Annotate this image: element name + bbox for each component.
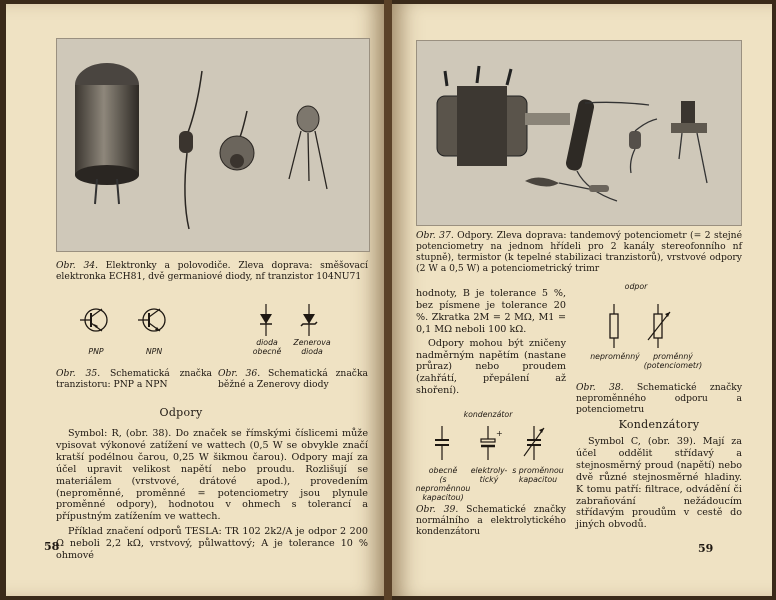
- figure-39-label: Obr. 39.: [416, 504, 459, 515]
- figure-38-label: Obr. 38.: [576, 382, 624, 393]
- left-page: [6, 4, 384, 596]
- tandem-potentiometer: [437, 66, 570, 166]
- svg-text:+: +: [496, 429, 503, 438]
- figure-34-text: Elektronky a polovodiče. Zleva doprava: směšovací elektronka ECH81, dvě germaniové diody, nf tranzistor 104NU71: [56, 260, 368, 282]
- potentiometer-symbol: [648, 304, 670, 348]
- electrolytic-label-line1: elektroly-: [470, 466, 508, 475]
- resistor-2w: [525, 177, 609, 192]
- resistor-symbols: [586, 294, 706, 354]
- book-gutter: [384, 0, 392, 600]
- figure-35-text: Schematická značka tranzistoru: PNP a NPN: [56, 368, 212, 390]
- figure-36-caption: [218, 368, 368, 390]
- section-heading-kondenzatory: Kondenzátory: [618, 418, 700, 431]
- diode-label-line1: dioda: [256, 338, 278, 347]
- photo-resistors-illustration: [417, 41, 741, 225]
- pnp-label: PNP: [88, 347, 104, 356]
- germanium-diode-2: [220, 111, 254, 170]
- right-page: [392, 4, 772, 596]
- pnp-transistor-symbol: [80, 309, 107, 331]
- left-paragraph-2: Příklad značení odporů TESLA: TR 102 2k2/A je odpor 2 200 Ω neboli 2,2 kΩ, vrstvový, půlwattový; A je tolerance 10 % ohmové: [56, 526, 368, 562]
- figure-38-caption: [576, 382, 742, 415]
- figure-36-text: Schematická značka běžné a Zenerovy diody: [218, 368, 368, 390]
- figure-37-caption: [416, 230, 742, 274]
- right-paragraph-2: Odpory mohou být zničeny nadměrným napětím (nastane průraz) nebo proudem (zahřátí, přepálení až shoření).: [416, 337, 566, 397]
- figure-37-label: Obr. 37.: [416, 230, 454, 241]
- right-body-text-upper: [416, 288, 566, 397]
- right-body-text-lower: [576, 436, 742, 531]
- photo-resistors: [416, 40, 742, 226]
- figure-38-text: Schematické značky neproměnného odporu a potenciometru: [576, 382, 743, 415]
- figure-36-label: Obr. 36.: [218, 368, 261, 379]
- variable-capacitor-label-line1: s proměnnou: [512, 466, 564, 475]
- variable-capacitor-symbol: [524, 426, 544, 460]
- left-paragraph-1: Symbol: R, (obr. 38). Do značek se římskými číslicemi může vpisovat výkonové zatížení ve wattech (0,5 W se obvykle značí kratší podélnou čarou, 0,25 W šikmou čarou). Odpory mají za účel upravit velikost napětí nebo proudu. Rozlišují se materiálem (vrstvové, drátové apod.), provedením (neproměnné, proměnné = potenciometry jsou plynule proměnné odpory), hodnotou v ohmech s tolerancí a přípustným zatížením ve wattech.: [56, 428, 368, 523]
- fixed-resistor-symbol: [610, 304, 618, 348]
- variable-capacitor-label: [508, 466, 568, 484]
- photo-tubes-and-semiconductors: [56, 38, 370, 252]
- figure-34-label: Obr. 34.: [56, 260, 99, 271]
- electrolytic-capacitor-symbol: [481, 426, 503, 460]
- section-heading-odpory: Odpory: [159, 406, 203, 419]
- zener-label-line1: Zenerova: [293, 338, 331, 347]
- germanium-diode-1: [179, 71, 202, 229]
- page-number-59: 59: [698, 542, 714, 555]
- zener-label-line2: dioda: [301, 347, 323, 356]
- figure-39-caption: [416, 504, 566, 537]
- potentiometer-label-line2: (potenciometr): [643, 361, 703, 370]
- fixed-resistor-label: neproměnný: [590, 352, 640, 361]
- capacitor-symbols: [416, 420, 566, 470]
- capacitor-label: [412, 466, 474, 502]
- transistor-104nu71: [289, 106, 327, 189]
- figure-34-caption: [56, 260, 368, 282]
- diode-symbol: [260, 304, 272, 336]
- page-number-58: 58: [44, 540, 60, 553]
- resistor-title-label: odpor: [624, 282, 648, 291]
- capacitor-symbol: [435, 426, 449, 460]
- figure-39-text: Schematické značky normálního a elektrolytického kondenzátoru: [416, 504, 566, 537]
- variable-capacitor-label-line2: kapacitou: [518, 475, 558, 484]
- left-body-text: [56, 428, 368, 562]
- trimmer-potentiometer: [671, 101, 707, 183]
- electrolytic-label-line2: tický: [479, 475, 499, 484]
- figure-35-label: Obr. 35.: [56, 368, 101, 379]
- right-paragraph-3: Symbol C, (obr. 39). Mají za účel oddělit střídavý a stejnosměrný proud (napětí) nebo dvě různé stejnosměrné hladiny. K tomu patří: filtrace, odvádění či zabraňování nežádoucím střídavým proudům v cestě do jiných obvodů.: [576, 436, 742, 531]
- diode-label-line2: obecně: [252, 347, 282, 356]
- resistor-0-5w: [629, 119, 657, 173]
- capacitor-label-line1: obecně: [428, 466, 458, 475]
- npn-transistor-symbol: [138, 309, 165, 331]
- electrolytic-label: [466, 466, 512, 484]
- capacitor-title-label: kondenzátor: [463, 410, 513, 419]
- zener-diode-symbol: [301, 304, 317, 336]
- tube-ech81: [75, 63, 139, 204]
- figure-37-text: Odpory. Zleva doprava: tandemový potenciometr (= 2 stejné potenciometry na jednom hřídeli pro 2 kanály stereofonního nf stupně), termistor (k tepelné stabilizaci tranzistorů), vrstvové odpory (2 W a 0,5 W) a potenciometrický trimr: [416, 230, 743, 274]
- npn-label: NPN: [145, 347, 163, 356]
- capacitor-label-line3: kapacitou): [422, 493, 464, 502]
- potentiometer-label-line1: proměnný: [653, 352, 693, 361]
- potentiometer-label: [638, 352, 708, 370]
- right-paragraph-1: hodnoty, B je tolerance 5 %, bez písmene je tolerance 20 %. Zkratka 2M = 2 MΩ, M1 = 0,1 MΩ neboli 100 kΩ.: [416, 288, 566, 335]
- figure-35-caption: [56, 368, 212, 390]
- capacitor-label-line2: (s neproměnnou: [415, 475, 471, 493]
- photo-tubes-illustration: [57, 39, 369, 251]
- zener-label: [284, 338, 340, 356]
